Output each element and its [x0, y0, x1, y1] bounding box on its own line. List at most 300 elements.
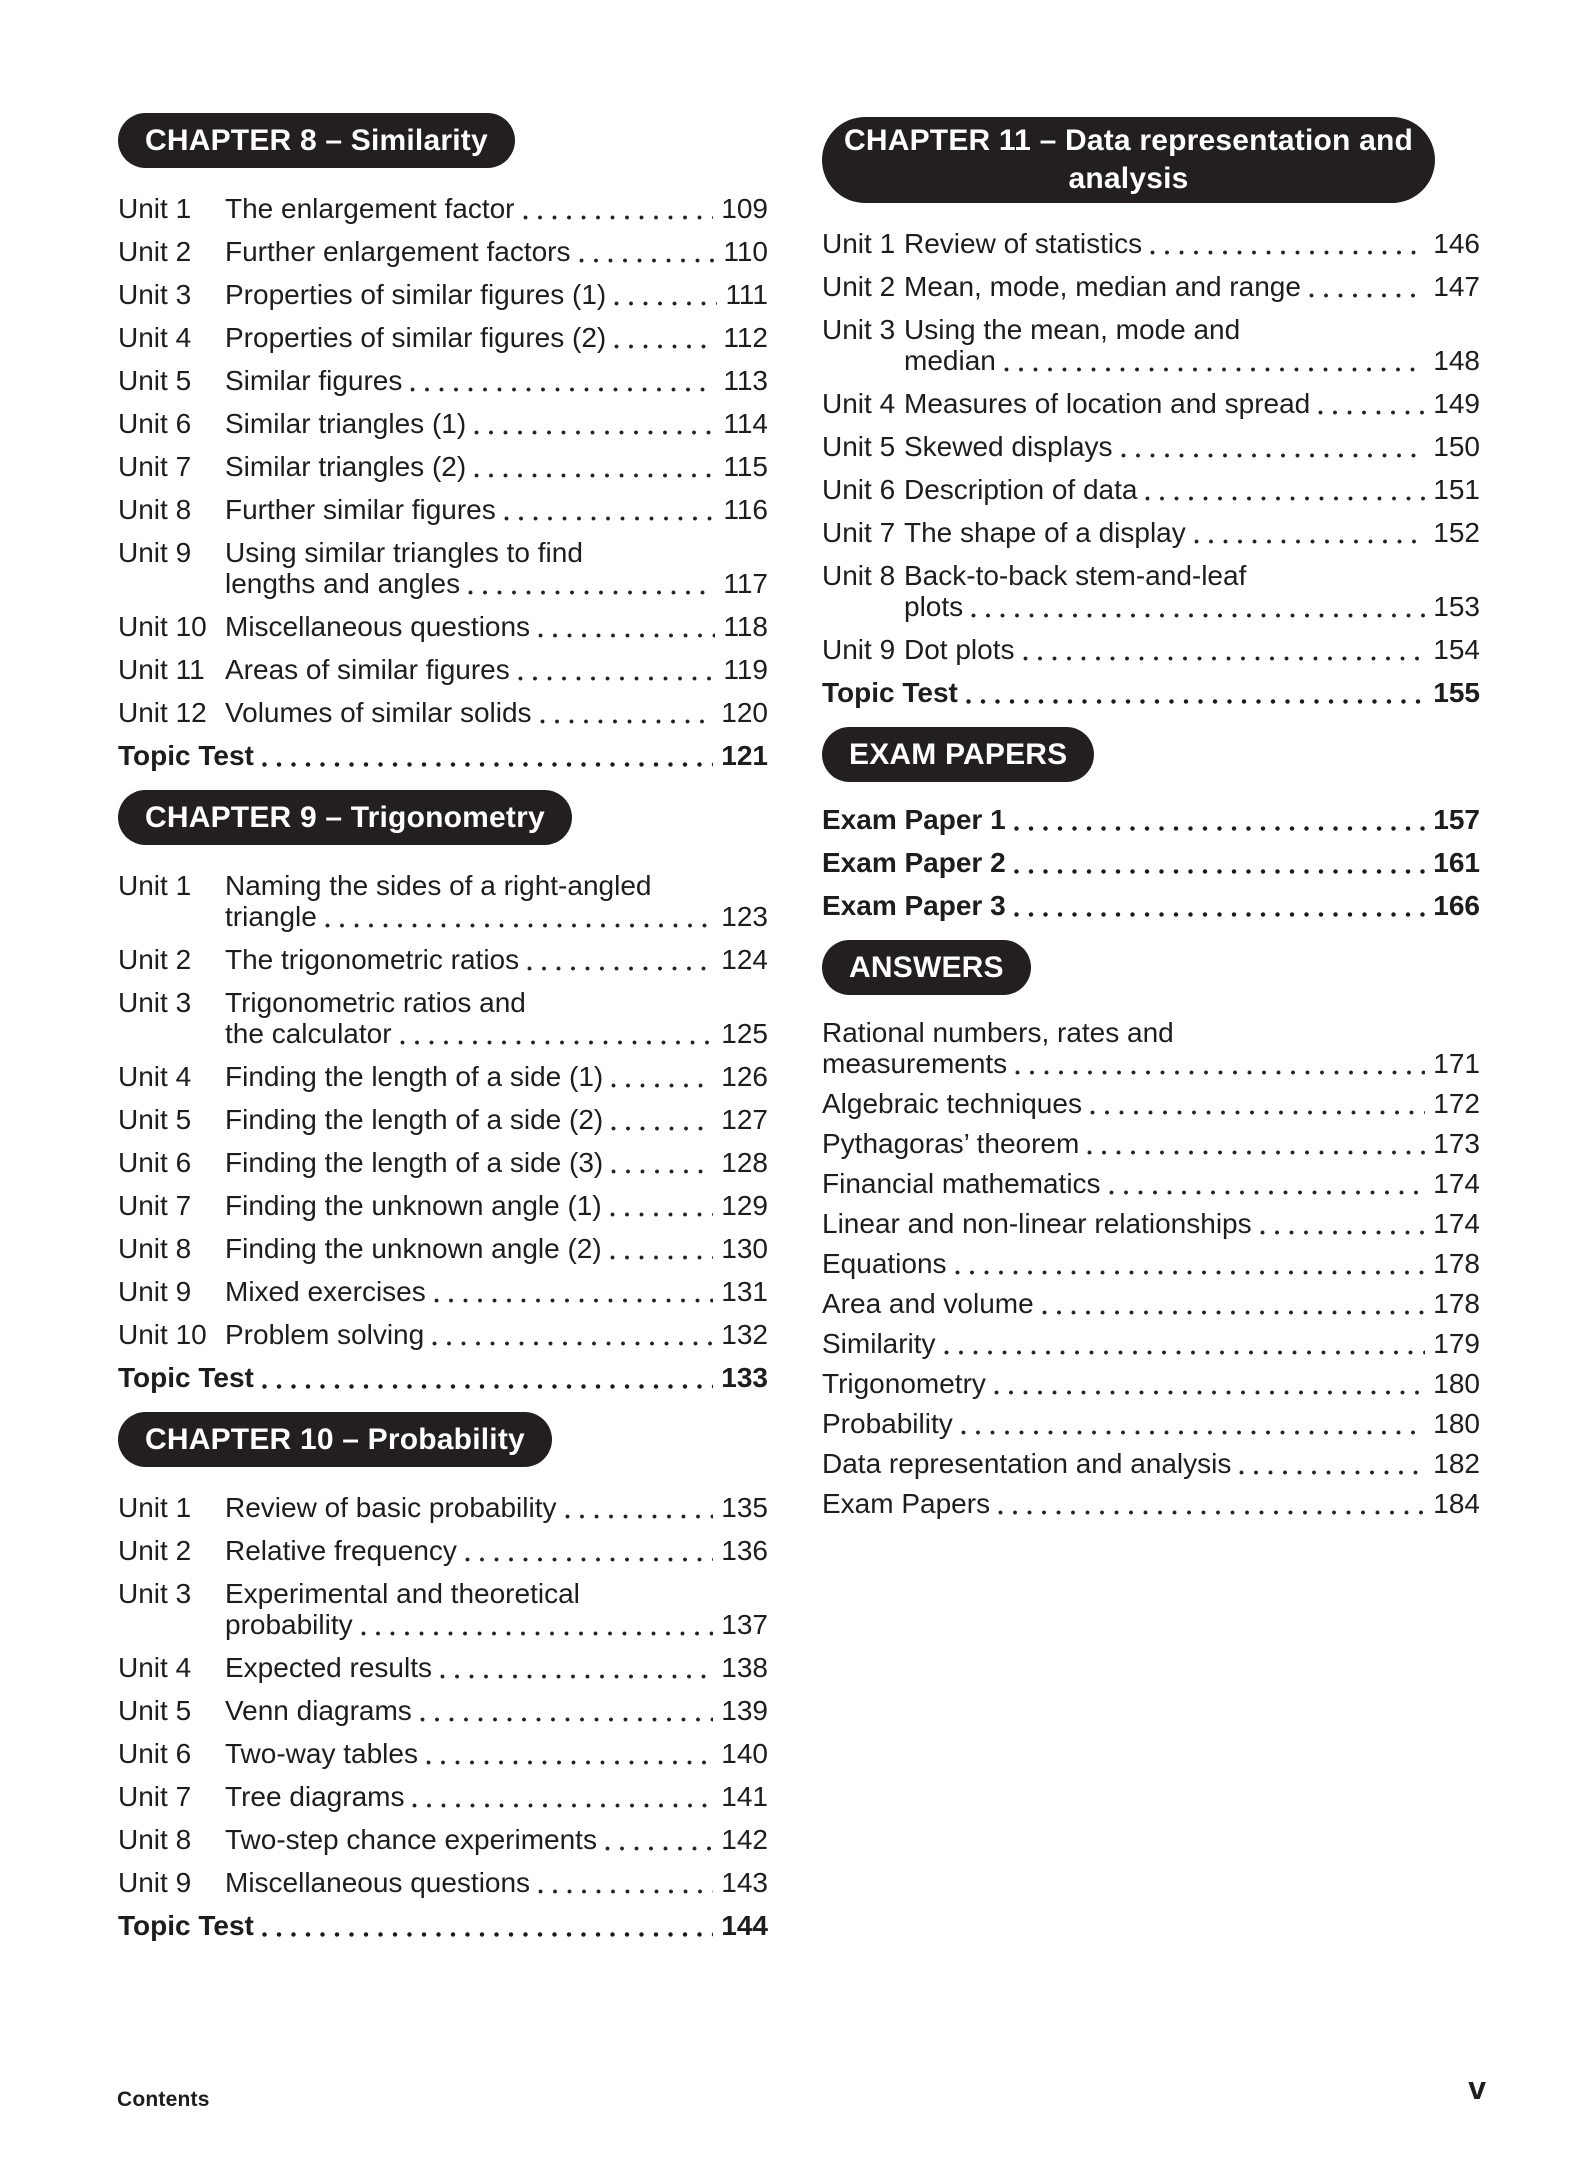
- entry-last-line: [904, 345, 1480, 376]
- toc-entry: [225, 611, 768, 642]
- entry-last-line: [225, 193, 768, 224]
- entry-last-line: [822, 1048, 1480, 1079]
- page-number: 174: [1433, 1208, 1480, 1239]
- entry-title: plots: [904, 591, 964, 622]
- page-number: 173: [1433, 1128, 1480, 1159]
- dot-leader: [1081, 1128, 1431, 1159]
- toc-row: [822, 1017, 1480, 1079]
- page-number: 139: [721, 1695, 768, 1726]
- entry-title: Similar triangles (2): [225, 451, 467, 482]
- toc-entry: [225, 1695, 768, 1726]
- entry-last-line: [118, 1910, 768, 1941]
- toc-row: [118, 322, 768, 353]
- dot-leader: [406, 1781, 719, 1812]
- toc-entry: [225, 870, 768, 932]
- toc-entry: [225, 1738, 768, 1769]
- entry-last-line: [225, 1695, 768, 1726]
- toc-row: [118, 1867, 768, 1898]
- unit-label: Unit 2: [822, 271, 896, 302]
- toc-entry: [822, 890, 1480, 921]
- entry-last-line: [225, 1781, 768, 1812]
- toc-row: [118, 279, 768, 310]
- page-number: 180: [1433, 1408, 1480, 1439]
- unit-label: Unit 2: [118, 236, 192, 267]
- entry-last-line: [225, 279, 768, 310]
- page-number: 171: [1433, 1048, 1480, 1079]
- dot-leader: [605, 1104, 719, 1135]
- chapter-badge: [822, 117, 1435, 203]
- entry-title: Tree diagrams: [225, 1781, 405, 1812]
- toc-row: [118, 740, 768, 771]
- unit-label: Unit 5: [118, 365, 192, 396]
- entry-last-line: [904, 388, 1480, 419]
- dot-leader: [1008, 804, 1432, 835]
- entry-title: Review of statistics: [904, 228, 1143, 259]
- toc-row: [822, 1328, 1480, 1359]
- toc-row: [118, 697, 768, 728]
- entry-title: Using the mean, mode and: [904, 314, 1241, 345]
- toc-entry: [225, 1276, 768, 1307]
- dot-leader: [604, 1233, 720, 1264]
- page-number: 154: [1433, 634, 1480, 665]
- entry-last-line: [225, 1492, 768, 1523]
- dot-leader: [428, 1276, 720, 1307]
- toc-row: [822, 560, 1480, 622]
- dot-leader: [599, 1824, 719, 1855]
- toc-entry: [822, 1448, 1480, 1479]
- unit-label: Unit 3: [118, 1578, 192, 1609]
- entry-title: Description of data: [904, 474, 1138, 505]
- entry-title: Topic Test: [822, 677, 958, 708]
- page-number: 138: [721, 1652, 768, 1683]
- entry-last-line: [225, 697, 768, 728]
- dot-leader: [1139, 474, 1431, 505]
- entry-title: Topic Test: [118, 1362, 254, 1393]
- entry-title: Properties of similar figures (2): [225, 322, 607, 353]
- entry-last-line: [904, 271, 1480, 302]
- dot-leader: [559, 1492, 720, 1523]
- toc-row: [822, 1168, 1480, 1199]
- toc-row: [118, 1233, 768, 1264]
- entry-title: Trigonometric ratios and: [225, 987, 526, 1018]
- toc-entry: [225, 1061, 768, 1092]
- toc-entry: [225, 1867, 768, 1898]
- toc-row: [822, 1448, 1480, 1479]
- dot-leader: [1144, 228, 1431, 259]
- chapter-badge-text: CHAPTER 9 – Trigonometry: [145, 801, 545, 834]
- toc-column-left: [118, 113, 768, 1960]
- entry-title: Further similar figures: [225, 494, 496, 525]
- toc-entry: [225, 1535, 768, 1566]
- entry-title: Dot plots: [904, 634, 1015, 665]
- page-number: 146: [1433, 228, 1480, 259]
- page-number: 142: [721, 1824, 768, 1855]
- unit-label: Unit 11: [118, 654, 205, 685]
- entry-last-line: [225, 901, 768, 932]
- dot-leader: [355, 1609, 720, 1640]
- page-number: 151: [1433, 474, 1480, 505]
- dot-leader: [414, 1695, 719, 1726]
- dot-leader: [938, 1328, 1432, 1359]
- toc-entry: [822, 1328, 1480, 1359]
- page-number: 129: [721, 1190, 768, 1221]
- unit-label: Unit 9: [822, 634, 896, 665]
- unit-label: Unit 9: [118, 1867, 192, 1898]
- entry-title: Experimental and theoretical: [225, 1578, 580, 1609]
- entry-last-line: [822, 1128, 1480, 1159]
- toc-entry: [822, 677, 1480, 708]
- page-number: 112: [723, 322, 768, 353]
- entry-last-line: [225, 408, 768, 439]
- toc-entry: [225, 1319, 768, 1350]
- dot-leader: [434, 1652, 719, 1683]
- toc-row: [822, 804, 1480, 835]
- unit-label: Unit 12: [118, 697, 207, 728]
- toc-row: [118, 193, 768, 224]
- page-number: 144: [721, 1910, 768, 1941]
- section-badge-wrap: [822, 940, 1480, 995]
- entry-title: Topic Test: [118, 740, 254, 771]
- toc-row: [822, 1288, 1480, 1319]
- toc-entry: [904, 560, 1480, 622]
- entry-last-line: [822, 847, 1480, 878]
- entry-last-line: [822, 1208, 1480, 1239]
- unit-label: Unit 4: [822, 388, 896, 419]
- toc-entry: [225, 322, 768, 353]
- dot-leader: [1303, 271, 1431, 302]
- dot-leader: [608, 322, 721, 353]
- section-chapter-11: [822, 117, 1480, 708]
- chapter-badge-text: CHAPTER 10 – Probability: [145, 1423, 525, 1456]
- dot-leader: [517, 193, 720, 224]
- dot-leader: [498, 494, 722, 525]
- unit-label: Unit 5: [118, 1104, 192, 1135]
- toc-entry: [225, 1190, 768, 1221]
- section-chapter-10: [118, 1412, 768, 1941]
- entry-last-line: [225, 611, 768, 642]
- entry-last-line: [225, 1535, 768, 1566]
- entry-last-line: [225, 1190, 768, 1221]
- dot-leader: [605, 1061, 719, 1092]
- page-number: 119: [723, 654, 768, 685]
- entry-last-line: [822, 1288, 1480, 1319]
- dot-leader: [468, 408, 721, 439]
- entry-title: Data representation and analysis: [822, 1448, 1232, 1479]
- page-number: 123: [721, 901, 768, 932]
- entry-title: Similarity: [822, 1328, 936, 1359]
- toc-row: [118, 1824, 768, 1855]
- entry-last-line: [822, 1248, 1480, 1279]
- entry-title: Miscellaneous questions: [225, 611, 531, 642]
- entry-title: Two-way tables: [225, 1738, 418, 1769]
- section-chapter-8: [118, 113, 768, 771]
- entry-title: measurements: [822, 1048, 1008, 1079]
- entry-title: Similar figures: [225, 365, 403, 396]
- entry-title: the calculator: [225, 1018, 392, 1049]
- unit-label: Unit 7: [118, 1190, 192, 1221]
- toc-entry: [225, 193, 768, 224]
- toc-entry: [822, 1288, 1480, 1319]
- toc-row: [118, 654, 768, 685]
- toc-entry: [904, 431, 1480, 462]
- entry-last-line: [225, 1276, 768, 1307]
- entry-last-line: [904, 591, 1480, 622]
- page-number: 137: [721, 1609, 768, 1640]
- entry-title: Skewed displays: [904, 431, 1113, 462]
- chapter-badge: [822, 727, 1094, 782]
- chapter-badge: [118, 1412, 552, 1467]
- page-number: 166: [1433, 890, 1480, 921]
- toc-entry: [822, 1168, 1480, 1199]
- toc-row: [118, 1492, 768, 1523]
- entry-last-line: [118, 740, 768, 771]
- toc-entry: [225, 537, 768, 599]
- dot-leader: [468, 451, 721, 482]
- entry-title: Back-to-back stem-and-leaf: [904, 560, 1247, 591]
- toc-row: [822, 474, 1480, 505]
- dot-leader: [1017, 634, 1432, 665]
- page-number: 126: [721, 1061, 768, 1092]
- toc-row: [118, 1276, 768, 1307]
- dot-leader: [1009, 1048, 1431, 1079]
- chapter-badge: [822, 940, 1031, 995]
- section-badge-wrap: [822, 117, 1480, 203]
- toc-entry: [225, 987, 768, 1049]
- entry-title: Volumes of similar solids: [225, 697, 532, 728]
- chapter-badge-text: ANSWERS: [849, 951, 1004, 984]
- chapter-badge-text: CHAPTER 8 – Similarity: [145, 124, 488, 157]
- page-number: 147: [1433, 271, 1480, 302]
- unit-label: Unit 7: [118, 451, 192, 482]
- dot-leader: [949, 1248, 1432, 1279]
- toc-entry: [118, 1362, 768, 1393]
- toc-row: [118, 1695, 768, 1726]
- entry-title: Similar triangles (1): [225, 408, 467, 439]
- entry-title: The enlargement factor: [225, 193, 515, 224]
- toc-row: [822, 1408, 1480, 1439]
- toc-entry: [225, 654, 768, 685]
- page-number: 148: [1433, 345, 1480, 376]
- page-number: 140: [721, 1738, 768, 1769]
- toc-entry: [225, 1147, 768, 1178]
- entry-title: Finding the length of a side (1): [225, 1061, 604, 1092]
- dot-leader: [605, 1147, 719, 1178]
- toc-row: [822, 431, 1480, 462]
- toc-row: [118, 1535, 768, 1566]
- toc-row: [118, 1910, 768, 1941]
- page-number: 182: [1433, 1448, 1480, 1479]
- entry-last-line: [822, 1408, 1480, 1439]
- toc-row: [118, 1104, 768, 1135]
- unit-label: Unit 1: [822, 228, 896, 259]
- entry-last-line: [225, 654, 768, 685]
- entry-title: triangle: [225, 901, 317, 932]
- toc-entry: [225, 408, 768, 439]
- page-number: 143: [721, 1867, 768, 1898]
- toc-entry: [904, 517, 1480, 548]
- dot-leader: [1008, 847, 1432, 878]
- entry-last-line: [225, 1147, 768, 1178]
- toc-entry: [904, 271, 1480, 302]
- toc-row: [118, 1147, 768, 1178]
- unit-label: Unit 10: [118, 611, 207, 642]
- unit-label: Unit 7: [822, 517, 896, 548]
- unit-label: Unit 7: [118, 1781, 192, 1812]
- toc-row: [822, 271, 1480, 302]
- page-number: 157: [1433, 804, 1480, 835]
- toc-entry: [118, 740, 768, 771]
- entry-title: Exam Papers: [822, 1488, 991, 1519]
- entry-title: The trigonometric ratios: [225, 944, 520, 975]
- toc-entry: [822, 1088, 1480, 1119]
- dot-leader: [420, 1738, 719, 1769]
- section-badge-wrap: [118, 113, 768, 168]
- toc-row: [822, 1208, 1480, 1239]
- dot-leader: [992, 1488, 1431, 1519]
- entry-title: Exam Paper 2: [822, 847, 1006, 878]
- toc-row: [822, 1368, 1480, 1399]
- toc-entry: [225, 1578, 768, 1640]
- toc-row: [822, 1088, 1480, 1119]
- unit-label: Unit 6: [118, 1738, 192, 1769]
- entry-last-line: [225, 1319, 768, 1350]
- entry-title: Expected results: [225, 1652, 432, 1683]
- page-number: 130: [721, 1233, 768, 1264]
- section-badge-wrap: [822, 727, 1480, 782]
- entry-title: Mean, mode, median and range: [904, 271, 1301, 302]
- page-number: 111: [725, 279, 768, 310]
- dot-leader: [521, 944, 719, 975]
- toc-entry: [225, 236, 768, 267]
- entry-title: Areas of similar figures: [225, 654, 510, 685]
- dot-leader: [965, 591, 1431, 622]
- entry-title: Naming the sides of a right-angled: [225, 870, 652, 901]
- page-number: 114: [723, 408, 768, 439]
- toc-row: [118, 494, 768, 525]
- unit-label: Unit 4: [118, 1061, 192, 1092]
- section-exam-papers: [822, 727, 1480, 921]
- toc-entry: [822, 847, 1480, 878]
- dot-leader: [1103, 1168, 1432, 1199]
- entry-last-line: [225, 568, 768, 599]
- chapter-badge: [118, 113, 515, 168]
- entry-last-line: [225, 1104, 768, 1135]
- unit-label: Unit 8: [118, 494, 192, 525]
- entry-last-line: [822, 804, 1480, 835]
- unit-label: Unit 6: [118, 1147, 192, 1178]
- page-number: 110: [723, 236, 768, 267]
- entry-last-line: [904, 228, 1480, 259]
- dot-leader: [998, 345, 1431, 376]
- toc-row: [118, 1319, 768, 1350]
- toc-row: [118, 870, 768, 932]
- entry-last-line: [225, 494, 768, 525]
- toc-entry: [225, 1233, 768, 1264]
- entry-last-line: [118, 1362, 768, 1393]
- entry-last-line: [225, 944, 768, 975]
- toc-row: [822, 228, 1480, 259]
- entry-title: Area and volume: [822, 1288, 1034, 1319]
- page-number: 184: [1433, 1488, 1480, 1519]
- toc-row: [118, 1578, 768, 1640]
- page-number: 149: [1433, 388, 1480, 419]
- toc-entry: [225, 451, 768, 482]
- entry-title: probability: [225, 1609, 353, 1640]
- toc-entry: [904, 634, 1480, 665]
- entry-last-line: [225, 1652, 768, 1683]
- dot-leader: [1233, 1448, 1431, 1479]
- dot-leader: [608, 279, 723, 310]
- entry-last-line: [822, 890, 1480, 921]
- toc-entry: [904, 388, 1480, 419]
- entry-last-line: [904, 431, 1480, 462]
- entry-title: Further enlargement factors: [225, 236, 571, 267]
- unit-label: Unit 4: [118, 322, 192, 353]
- dot-leader: [534, 697, 720, 728]
- toc-row: [118, 1362, 768, 1393]
- toc-row: [822, 677, 1480, 708]
- unit-label: Unit 1: [118, 193, 192, 224]
- page-number: 127: [721, 1104, 768, 1135]
- entry-title: Linear and non-linear relationships: [822, 1208, 1252, 1239]
- toc-row: [822, 1128, 1480, 1159]
- toc-entry: [225, 1781, 768, 1812]
- entry-last-line: [822, 1488, 1480, 1519]
- unit-label: Unit 1: [118, 1492, 192, 1523]
- toc-row: [118, 1652, 768, 1683]
- unit-label: Unit 6: [822, 474, 896, 505]
- unit-label: Unit 8: [118, 1824, 192, 1855]
- dot-leader: [1254, 1208, 1432, 1239]
- toc-entry: [225, 365, 768, 396]
- entry-last-line: [822, 1448, 1480, 1479]
- dot-leader: [532, 1867, 719, 1898]
- toc-row: [118, 537, 768, 599]
- entry-title: Two-step chance experiments: [225, 1824, 597, 1855]
- unit-label: Unit 3: [118, 987, 192, 1018]
- unit-label: Unit 2: [118, 1535, 192, 1566]
- page-number: 109: [721, 193, 768, 224]
- entry-last-line: [822, 677, 1480, 708]
- entry-title: Miscellaneous questions: [225, 1867, 531, 1898]
- toc-entry: [225, 494, 768, 525]
- dot-leader: [955, 1408, 1432, 1439]
- dot-leader: [532, 611, 721, 642]
- entry-title: Measures of location and spread: [904, 388, 1311, 419]
- entry-last-line: [822, 1168, 1480, 1199]
- unit-label: Unit 9: [118, 537, 192, 568]
- toc-row: [118, 1061, 768, 1092]
- toc-row: [822, 314, 1480, 376]
- entry-title: Financial mathematics: [822, 1168, 1101, 1199]
- unit-label: Unit 8: [118, 1233, 192, 1264]
- page-number: 172: [1433, 1088, 1480, 1119]
- entry-last-line: [904, 517, 1480, 548]
- unit-label: Unit 3: [822, 314, 896, 345]
- toc-entry: [225, 1824, 768, 1855]
- toc-row: [118, 408, 768, 439]
- entry-title: Mixed exercises: [225, 1276, 426, 1307]
- dot-leader: [459, 1535, 719, 1566]
- page-number: 121: [721, 740, 768, 771]
- chapter-badge-text: CHAPTER 11 – Data representation and: [843, 124, 1414, 157]
- entry-last-line: [225, 1018, 768, 1049]
- toc-row: [118, 1190, 768, 1221]
- entry-last-line: [225, 1867, 768, 1898]
- page-number: 180: [1433, 1368, 1480, 1399]
- dot-leader: [512, 654, 722, 685]
- unit-label: Unit 8: [822, 560, 896, 591]
